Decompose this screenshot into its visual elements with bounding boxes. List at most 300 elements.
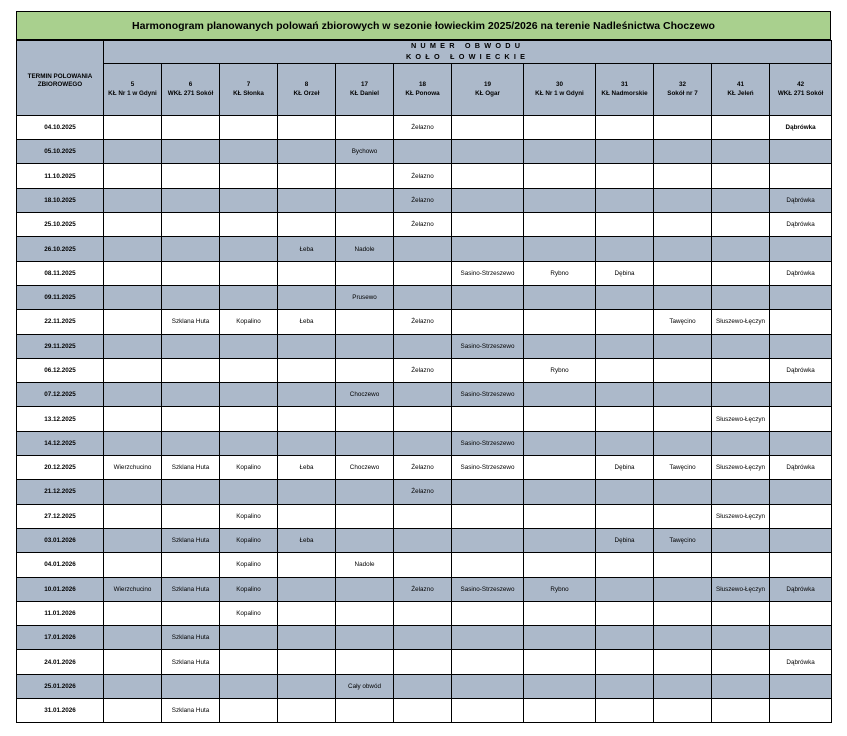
hunt-location-cell: [394, 601, 452, 625]
hunt-location-cell: [770, 480, 832, 504]
hunt-location-cell: [524, 334, 596, 358]
hunt-location-cell: [220, 431, 278, 455]
hunt-location-cell: [336, 480, 394, 504]
hunt-location-cell: [278, 334, 336, 358]
hunt-location-cell: [104, 285, 162, 309]
hunt-location-cell: Wierzchucino: [104, 456, 162, 480]
hunt-location-cell: [452, 601, 524, 625]
hunt-location-cell: [278, 577, 336, 601]
hunt-location-cell: [654, 407, 712, 431]
hunt-location-cell: [104, 115, 162, 139]
hunt-location-cell: [336, 188, 394, 212]
table-row: [17, 456, 832, 480]
hunt-location-cell: [654, 650, 712, 674]
hunt-location-cell: [524, 383, 596, 407]
date-column-header: TERMIN POLOWANIA ZBIOROWEGO: [17, 41, 104, 116]
hunt-location-cell: [104, 626, 162, 650]
hunt-location-cell: [712, 334, 770, 358]
hunt-date: 25.01.2026: [17, 674, 104, 698]
hunt-location-cell: [278, 261, 336, 285]
hunt-location-cell: [278, 188, 336, 212]
hunt-location-cell: [770, 334, 832, 358]
hunt-location-cell: [524, 528, 596, 552]
district-number: 18: [418, 80, 426, 88]
table-row: [17, 213, 832, 237]
hunt-location-cell: [524, 407, 596, 431]
district-number: 8: [304, 80, 309, 88]
hunt-location-cell: [770, 431, 832, 455]
hunt-location-cell: [712, 188, 770, 212]
hunt-location-cell: [712, 480, 770, 504]
hunt-location-cell: Słuszewo-Łęczyn: [712, 407, 770, 431]
hunt-location-cell: [654, 140, 712, 164]
hunt-date: 09.11.2025: [17, 285, 104, 309]
hunt-location-cell: Dąbrówka: [770, 188, 832, 212]
table-row: [17, 140, 832, 164]
hunt-location-cell: Kopalino: [220, 456, 278, 480]
hunt-location-cell: Żelazno: [394, 213, 452, 237]
hunt-location-cell: [394, 140, 452, 164]
hunt-location-cell: [524, 674, 596, 698]
hunt-location-cell: Rybno: [524, 577, 596, 601]
hunt-location-cell: [162, 188, 220, 212]
hunt-location-cell: [162, 431, 220, 455]
column-header-row: [17, 63, 832, 115]
hunt-location-cell: Dąbrówka: [770, 213, 832, 237]
hunt-schedule-table: [16, 40, 832, 723]
hunt-location-cell: [278, 164, 336, 188]
hunt-date: 04.01.2026: [17, 553, 104, 577]
hunt-location-cell: Cały obwód: [336, 674, 394, 698]
hunt-location-cell: [220, 237, 278, 261]
district-number: 41: [736, 80, 744, 88]
table-row: [17, 407, 832, 431]
hunt-location-cell: [654, 383, 712, 407]
hunt-location-cell: [278, 480, 336, 504]
column-header-5: [104, 63, 162, 115]
district-number: 7: [246, 80, 251, 88]
hunt-location-cell: [712, 261, 770, 285]
hunt-location-cell: [770, 285, 832, 309]
hunt-location-cell: [394, 553, 452, 577]
hunt-location-cell: [336, 431, 394, 455]
table-row: [17, 431, 832, 455]
hunt-location-cell: Kopalino: [220, 504, 278, 528]
hunt-date: 24.01.2026: [17, 650, 104, 674]
hunt-location-cell: [104, 334, 162, 358]
hunt-location-cell: Dębina: [596, 528, 654, 552]
hunt-location-cell: [220, 261, 278, 285]
table-row: [17, 553, 832, 577]
hunt-location-cell: Żelazno: [394, 480, 452, 504]
hunt-location-cell: Dębina: [596, 456, 654, 480]
hunt-location-cell: [278, 699, 336, 723]
hunt-location-cell: Żelazno: [394, 164, 452, 188]
hunt-location-cell: Dąbrówka: [770, 577, 832, 601]
hunting-club-name: KŁ Nr 1 w Gdyni: [535, 90, 584, 98]
table-row: [17, 358, 832, 382]
hunt-location-cell: Żelazno: [394, 115, 452, 139]
hunt-location-cell: [336, 528, 394, 552]
hunt-location-cell: [394, 383, 452, 407]
hunt-location-cell: [596, 334, 654, 358]
hunt-location-cell: [104, 164, 162, 188]
hunt-location-cell: [452, 480, 524, 504]
hunt-location-cell: [654, 334, 712, 358]
hunt-date: 08.11.2025: [17, 261, 104, 285]
hunt-date: 25.10.2025: [17, 213, 104, 237]
hunt-location-cell: [654, 626, 712, 650]
district-number: 19: [483, 80, 491, 88]
hunt-location-cell: [336, 504, 394, 528]
hunt-location-cell: Łeba: [278, 237, 336, 261]
hunt-location-cell: Szklana Huta: [162, 650, 220, 674]
group-header-line1: NUMER OBWODU: [410, 41, 525, 50]
hunt-location-cell: [654, 577, 712, 601]
hunt-location-cell: [596, 577, 654, 601]
hunt-location-cell: [162, 140, 220, 164]
column-header-17: [336, 63, 394, 115]
hunting-club-name: WKŁ 271 Sokół: [777, 90, 824, 98]
hunt-location-cell: [278, 650, 336, 674]
hunt-location-cell: [104, 528, 162, 552]
hunt-location-cell: [336, 601, 394, 625]
hunt-location-cell: [104, 358, 162, 382]
hunt-location-cell: [452, 285, 524, 309]
hunt-location-cell: Słuszewo-Łęczyn: [712, 310, 770, 334]
hunt-location-cell: [336, 261, 394, 285]
hunt-location-cell: [712, 528, 770, 552]
hunt-location-cell: [452, 213, 524, 237]
hunt-date: 06.12.2025: [17, 358, 104, 382]
hunt-location-cell: [654, 213, 712, 237]
hunt-location-cell: Kopalino: [220, 553, 278, 577]
hunt-location-cell: [770, 626, 832, 650]
hunt-location-cell: [278, 601, 336, 625]
hunt-location-cell: [654, 504, 712, 528]
table-row: [17, 577, 832, 601]
hunt-location-cell: [452, 699, 524, 723]
hunt-location-cell: [278, 140, 336, 164]
hunt-location-cell: [524, 650, 596, 674]
hunting-club-name: WKŁ 271 Sokół: [167, 90, 214, 98]
group-header: [104, 41, 832, 64]
hunt-location-cell: [596, 480, 654, 504]
hunt-location-cell: [452, 528, 524, 552]
hunt-location-cell: [452, 115, 524, 139]
hunt-location-cell: Tawęcino: [654, 310, 712, 334]
hunt-location-cell: [524, 164, 596, 188]
hunt-location-cell: Łeba: [278, 310, 336, 334]
hunt-location-cell: Sasino-Strzeszewo: [452, 577, 524, 601]
hunt-location-cell: [162, 261, 220, 285]
hunt-location-cell: Prusewo: [336, 285, 394, 309]
hunt-location-cell: [712, 674, 770, 698]
hunt-location-cell: [452, 358, 524, 382]
hunt-location-cell: Tawęcino: [654, 528, 712, 552]
hunt-location-cell: [452, 237, 524, 261]
hunt-location-cell: [596, 140, 654, 164]
hunt-location-cell: [220, 213, 278, 237]
hunt-location-cell: [104, 310, 162, 334]
hunt-location-cell: Kopalino: [220, 601, 278, 625]
hunt-location-cell: [452, 164, 524, 188]
hunt-location-cell: Żelazno: [394, 456, 452, 480]
hunt-location-cell: [524, 504, 596, 528]
hunt-location-cell: [278, 285, 336, 309]
hunt-location-cell: [596, 650, 654, 674]
hunt-location-cell: [104, 553, 162, 577]
table-row: [17, 237, 832, 261]
hunt-location-cell: [162, 383, 220, 407]
hunt-date: 27.12.2025: [17, 504, 104, 528]
hunting-club-name: KŁ Ogar: [475, 90, 500, 98]
hunt-location-cell: Szklana Huta: [162, 456, 220, 480]
hunt-location-cell: Żelazno: [394, 310, 452, 334]
hunt-location-cell: [336, 626, 394, 650]
hunt-location-cell: [524, 431, 596, 455]
hunt-date: 11.10.2025: [17, 164, 104, 188]
hunt-location-cell: [104, 188, 162, 212]
hunt-location-cell: [452, 188, 524, 212]
hunt-location-cell: [596, 115, 654, 139]
hunt-location-cell: [104, 480, 162, 504]
hunt-location-cell: [654, 601, 712, 625]
table-row: [17, 601, 832, 625]
hunt-location-cell: [220, 650, 278, 674]
hunt-location-cell: [278, 674, 336, 698]
table-row: [17, 310, 832, 334]
hunt-location-cell: [712, 699, 770, 723]
hunt-location-cell: [336, 213, 394, 237]
hunt-location-cell: [394, 699, 452, 723]
hunt-location-cell: [104, 650, 162, 674]
hunt-location-cell: [524, 553, 596, 577]
hunt-date: 11.01.2026: [17, 601, 104, 625]
hunt-location-cell: [336, 650, 394, 674]
column-header-41: [712, 63, 770, 115]
hunt-location-cell: [596, 285, 654, 309]
column-header-19: [452, 63, 524, 115]
hunt-location-cell: Kopalino: [220, 577, 278, 601]
hunt-location-cell: [770, 164, 832, 188]
hunt-date: 20.12.2025: [17, 456, 104, 480]
hunt-date: 22.11.2025: [17, 310, 104, 334]
hunt-location-cell: Sasino-Strzeszewo: [452, 383, 524, 407]
hunt-location-cell: [596, 310, 654, 334]
hunt-location-cell: Nadole: [336, 237, 394, 261]
hunt-location-cell: [654, 261, 712, 285]
hunt-location-cell: [712, 383, 770, 407]
column-header-30: [524, 63, 596, 115]
hunt-location-cell: [712, 164, 770, 188]
table-row: [17, 528, 832, 552]
table-row: [17, 164, 832, 188]
hunt-location-cell: [336, 577, 394, 601]
hunt-location-cell: [770, 674, 832, 698]
hunt-location-cell: [220, 407, 278, 431]
hunt-location-cell: [162, 285, 220, 309]
hunt-location-cell: [524, 480, 596, 504]
hunt-location-cell: [654, 188, 712, 212]
hunt-location-cell: [524, 115, 596, 139]
hunting-club-name: KŁ Nr 1 w Gdyni: [108, 90, 157, 98]
hunt-location-cell: Bychowo: [336, 140, 394, 164]
hunt-location-cell: Łeba: [278, 456, 336, 480]
hunt-location-cell: [596, 626, 654, 650]
hunt-location-cell: [162, 237, 220, 261]
hunt-location-cell: [220, 626, 278, 650]
hunt-location-cell: [770, 383, 832, 407]
hunt-location-cell: [394, 431, 452, 455]
hunt-location-cell: [394, 674, 452, 698]
table-row: [17, 650, 832, 674]
hunt-location-cell: [770, 310, 832, 334]
hunting-club-name: KŁ Daniel: [349, 90, 380, 98]
hunt-location-cell: [220, 358, 278, 382]
hunt-location-cell: [452, 650, 524, 674]
hunt-location-cell: [278, 358, 336, 382]
hunt-location-cell: [524, 456, 596, 480]
hunt-location-cell: [712, 213, 770, 237]
hunt-location-cell: [220, 115, 278, 139]
hunt-location-cell: [524, 310, 596, 334]
hunt-location-cell: [596, 553, 654, 577]
column-header-31: [596, 63, 654, 115]
hunt-location-cell: Sasino-Strzeszewo: [452, 334, 524, 358]
hunt-location-cell: [654, 115, 712, 139]
hunt-location-cell: [394, 237, 452, 261]
hunt-location-cell: Wierzchucino: [104, 577, 162, 601]
hunt-location-cell: [770, 140, 832, 164]
column-header-7: [220, 63, 278, 115]
table-row: [17, 504, 832, 528]
hunting-club-name: KŁ Słonka: [233, 90, 264, 98]
hunt-date: 05.10.2025: [17, 140, 104, 164]
table-row: [17, 285, 832, 309]
hunting-club-name: KŁ Jeleń: [727, 90, 754, 98]
hunt-date: 26.10.2025: [17, 237, 104, 261]
hunt-location-cell: [654, 358, 712, 382]
hunt-location-cell: [162, 504, 220, 528]
hunt-location-cell: [278, 504, 336, 528]
hunt-location-cell: [596, 358, 654, 382]
table-row: [17, 334, 832, 358]
hunt-location-cell: [770, 237, 832, 261]
hunt-location-cell: [524, 699, 596, 723]
hunt-location-cell: [712, 115, 770, 139]
hunt-location-cell: [162, 358, 220, 382]
hunt-location-cell: [278, 213, 336, 237]
table-row: [17, 480, 832, 504]
hunt-location-cell: Szklana Huta: [162, 310, 220, 334]
hunt-location-cell: [162, 553, 220, 577]
table-row: [17, 626, 832, 650]
column-header-8: [278, 63, 336, 115]
hunt-location-cell: [770, 528, 832, 552]
hunt-location-cell: [524, 285, 596, 309]
hunt-location-cell: [596, 601, 654, 625]
hunt-location-cell: [336, 310, 394, 334]
hunt-location-cell: [654, 431, 712, 455]
hunt-location-cell: Dębina: [596, 261, 654, 285]
hunt-location-cell: [452, 407, 524, 431]
hunt-location-cell: [104, 213, 162, 237]
hunt-location-cell: [104, 237, 162, 261]
column-header-42: [770, 63, 832, 115]
hunt-location-cell: [452, 553, 524, 577]
hunt-location-cell: Żelazno: [394, 188, 452, 212]
hunt-location-cell: [596, 383, 654, 407]
schedule-rows: [17, 115, 832, 722]
hunt-location-cell: Słuszewo-Łęczyn: [712, 504, 770, 528]
hunt-location-cell: [278, 383, 336, 407]
hunt-location-cell: [452, 626, 524, 650]
hunt-location-cell: [596, 188, 654, 212]
hunt-location-cell: [336, 115, 394, 139]
district-number: 31: [620, 80, 628, 88]
hunt-location-cell: Szklana Huta: [162, 577, 220, 601]
column-header-32: [654, 63, 712, 115]
hunt-location-cell: [104, 407, 162, 431]
hunt-location-cell: [596, 213, 654, 237]
hunt-date: 13.12.2025: [17, 407, 104, 431]
hunt-location-cell: [596, 431, 654, 455]
hunt-location-cell: Łeba: [278, 528, 336, 552]
hunt-location-cell: Żelazno: [394, 358, 452, 382]
hunt-location-cell: [104, 431, 162, 455]
hunt-location-cell: [654, 285, 712, 309]
hunt-location-cell: [712, 358, 770, 382]
hunting-club-name: Sokół nr 7: [667, 90, 698, 98]
hunt-location-cell: Żelazno: [394, 577, 452, 601]
hunt-location-cell: [524, 626, 596, 650]
hunt-date: 17.01.2026: [17, 626, 104, 650]
hunt-location-cell: [712, 650, 770, 674]
hunt-location-cell: Dąbrówka: [770, 261, 832, 285]
hunt-location-cell: [654, 164, 712, 188]
hunt-location-cell: [394, 285, 452, 309]
hunt-location-cell: [394, 261, 452, 285]
hunt-location-cell: [278, 553, 336, 577]
district-number: 42: [797, 80, 805, 88]
hunt-location-cell: Choczewo: [336, 383, 394, 407]
group-header-line2: KOŁO ŁOWIECKIE: [405, 51, 530, 61]
hunt-location-cell: [162, 601, 220, 625]
hunt-location-cell: [336, 407, 394, 431]
hunt-location-cell: [596, 164, 654, 188]
hunt-location-cell: [654, 674, 712, 698]
hunt-location-cell: [220, 285, 278, 309]
table-row: [17, 188, 832, 212]
table-row: [17, 115, 832, 139]
hunt-date: 07.12.2025: [17, 383, 104, 407]
hunt-location-cell: [712, 140, 770, 164]
district-number: 30: [555, 80, 563, 88]
hunt-location-cell: [712, 601, 770, 625]
hunt-location-cell: Tawęcino: [654, 456, 712, 480]
hunt-location-cell: [452, 140, 524, 164]
hunt-location-cell: Kopalino: [220, 310, 278, 334]
hunt-location-cell: [524, 601, 596, 625]
hunt-location-cell: Dąbrówka: [770, 650, 832, 674]
hunt-location-cell: [162, 480, 220, 504]
hunt-location-cell: [104, 140, 162, 164]
hunt-location-cell: [278, 626, 336, 650]
hunt-date: 10.01.2026: [17, 577, 104, 601]
hunt-location-cell: [596, 674, 654, 698]
hunt-location-cell: [162, 674, 220, 698]
